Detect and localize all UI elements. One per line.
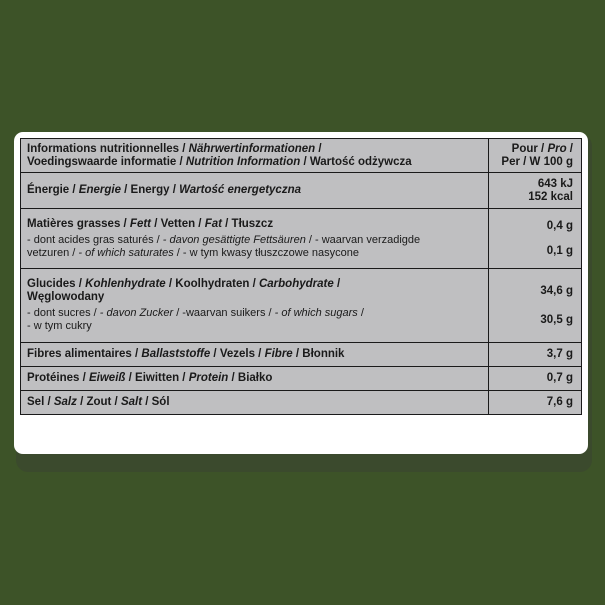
fat-title: [27, 218, 482, 231]
header-per: [489, 139, 582, 173]
text-segment: Salz: [53, 396, 77, 408]
text-segment: Voedingswaarde informatie /: [27, 155, 186, 168]
text-segment: Carbohydrate: [258, 278, 334, 290]
text-segment: Fett: [129, 217, 152, 230]
carbs-sub-line-1: [27, 307, 482, 320]
text-segment: / Vezels /: [210, 348, 265, 360]
text-segment: Fat: [204, 217, 222, 230]
text-segment: - davon gesättigte Fettsäuren: [162, 233, 306, 246]
text-segment: /: [566, 142, 573, 155]
text-segment: - of which saturates: [78, 246, 174, 259]
header-per-2: [495, 156, 573, 169]
text-segment: Salt: [120, 396, 143, 408]
fibre-value: 3,7 g: [489, 343, 582, 367]
text-segment: /: [357, 307, 364, 319]
salt-value: 7,6 g: [489, 391, 582, 415]
text-segment: - of which sugars: [274, 307, 358, 319]
text-segment: /: [315, 142, 322, 155]
text-segment: / Wartość odżywcza: [300, 155, 412, 168]
text-segment: Nährwertinformationen: [188, 142, 316, 155]
text-segment: - dont sucres /: [27, 307, 100, 319]
energy-row: [21, 173, 582, 209]
text-segment: / Białko: [228, 372, 273, 384]
salt-label: [21, 391, 489, 415]
text-segment: Matières grasses /: [27, 217, 130, 230]
text-segment: Ballaststoffe: [141, 348, 211, 360]
text-segment: Informations nutritionnelles /: [27, 142, 189, 155]
text-segment: - dont acides gras saturés /: [27, 233, 163, 246]
text-segment: Pro: [547, 142, 567, 155]
carbs-title-2: [27, 291, 482, 304]
text-segment: Nutrition Information: [185, 155, 301, 168]
text-segment: / - w tym kwasy tłuszczowe nasycone: [173, 246, 359, 259]
energy-value: [489, 173, 582, 209]
saturates-value: 0,1 g: [546, 244, 573, 257]
energy-kcal: 152 kcal: [528, 190, 573, 203]
fibre-row: [21, 343, 582, 367]
energy-label: [21, 173, 489, 209]
text-segment: Pour /: [511, 142, 548, 155]
nutrition-table: [20, 138, 582, 415]
text-segment: Per / W 100 g: [501, 155, 573, 168]
salt-row: [21, 391, 582, 415]
text-segment: - w tym cukry: [27, 320, 92, 332]
text-segment: / -waarvan suikers /: [173, 307, 275, 319]
text-segment: / Energy /: [120, 184, 180, 196]
text-segment: Węglowodany: [27, 291, 105, 303]
header-per-1: [495, 143, 573, 156]
header-line-2: [27, 156, 482, 169]
text-segment: / Błonnik: [292, 348, 345, 360]
fat-sub-line-1: [27, 234, 482, 247]
text-segment: / Eiwitten /: [125, 372, 189, 384]
fibre-label: [21, 343, 489, 367]
text-segment: / Tłuszcz: [221, 217, 274, 230]
text-segment: Kohlenhydrate: [85, 278, 166, 290]
text-segment: Protein: [188, 372, 229, 384]
text-segment: Sel /: [27, 396, 54, 408]
carbs-row: [21, 269, 582, 343]
text-segment: Wartość energetyczna: [179, 184, 302, 196]
header-row: [21, 139, 582, 173]
header-title: [21, 139, 489, 173]
carbs-value: 34,6 g: [540, 284, 573, 297]
carbs-values: [489, 269, 582, 343]
protein-label: [21, 367, 489, 391]
carbs-label: [21, 269, 489, 343]
fat-value: 0,4 g: [546, 219, 573, 232]
text-segment: Fibre: [264, 348, 293, 360]
text-segment: / - waarvan verzadigde: [305, 233, 421, 246]
fat-label: [21, 209, 489, 269]
text-segment: / Sól: [142, 396, 170, 408]
text-segment: / Koolhydraten /: [165, 278, 259, 290]
text-segment: Eiweiß: [89, 372, 126, 384]
text-segment: Énergie /: [27, 184, 79, 196]
sugars-value: 30,5 g: [540, 313, 573, 326]
carbs-sub-line-2: [27, 320, 482, 333]
text-segment: - davon Zucker: [99, 307, 174, 319]
text-segment: Protéines /: [27, 372, 89, 384]
text-segment: Energie: [78, 184, 121, 196]
protein-value: 0,7 g: [489, 367, 582, 391]
text-segment: Glucides /: [27, 278, 86, 290]
protein-row: [21, 367, 582, 391]
text-segment: /: [333, 278, 341, 290]
text-segment: vetzuren /: [27, 246, 79, 259]
header-line-1: [27, 143, 482, 156]
fat-values: [489, 209, 582, 269]
fat-row: [21, 209, 582, 269]
text-segment: Fibres alimentaires /: [27, 348, 142, 360]
text-segment: / Vetten /: [151, 217, 205, 230]
carbs-title-1: [27, 278, 482, 291]
text-segment: / Zout /: [76, 396, 121, 408]
energy-kj: 643 kJ: [537, 177, 573, 190]
fat-sub-line-2: [27, 247, 482, 260]
